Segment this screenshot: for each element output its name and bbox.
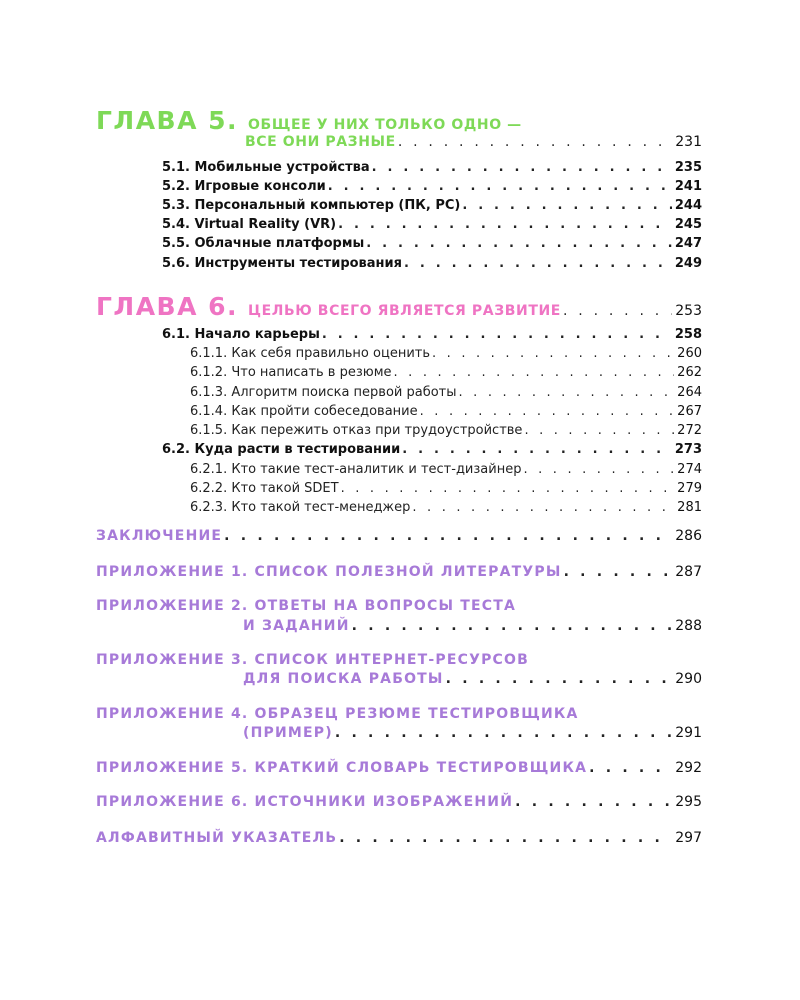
appendix-4-entry[interactable] (243, 725, 702, 741)
dot-leader (432, 346, 674, 361)
toc-entry-page: 247 (674, 236, 702, 251)
toc-entry-title: 5.3. Персональный компьютер (ПК, PC) (162, 198, 461, 213)
index-page: 297 (675, 830, 702, 846)
appendix-3-entry[interactable] (243, 671, 702, 687)
chapter-6-title: ЦЕЛЬЮ ВСЕГО ЯВЛЯЕТСЯ РАЗВИТИЕ (248, 303, 561, 319)
toc-entry[interactable] (190, 346, 702, 361)
dot-leader (339, 830, 672, 846)
toc-entry[interactable] (190, 404, 702, 419)
appendix-3-title-line2: ДЛЯ ПОИСКА РАБОТЫ (243, 671, 444, 687)
chapter-5-title-line1: ОБЩЕЕ У НИХ ТОЛЬКО ОДНО — (248, 117, 522, 133)
dot-leader (338, 217, 672, 232)
toc-entry-page: 260 (677, 346, 702, 361)
dot-leader (589, 760, 672, 776)
appendix-4-title-line1[interactable]: ПРИЛОЖЕНИЕ 4. ОБРАЗЕЦ РЕЗЮМЕ ТЕСТИРОВЩИКА (96, 706, 579, 722)
appendix-2-title-line2: И ЗАДАНИЙ (243, 618, 350, 634)
dot-leader (366, 236, 672, 251)
appendix-5-entry[interactable] (96, 760, 702, 776)
appendix-6-entry[interactable] (96, 794, 702, 810)
toc-entry-page: 262 (677, 365, 702, 380)
toc-entry[interactable] (190, 423, 702, 438)
appendix-3-page: 290 (675, 671, 702, 687)
dot-leader (352, 618, 673, 634)
dot-leader (524, 423, 674, 438)
toc-entry[interactable] (190, 462, 702, 477)
appendix-2-page: 288 (675, 618, 702, 634)
toc-entry[interactable] (190, 481, 702, 496)
dot-leader (563, 303, 672, 319)
toc-entry[interactable] (162, 236, 702, 251)
toc-entry-page: 249 (674, 256, 702, 271)
conclusion-page: 286 (675, 528, 702, 544)
dot-leader (402, 442, 672, 457)
chapter-5-heading[interactable] (96, 106, 702, 135)
index-title: АЛФАВИТНЫЙ УКАЗАТЕЛЬ (96, 830, 338, 846)
toc-entry-page: 258 (674, 327, 702, 342)
appendix-1-page: 287 (675, 564, 702, 580)
conclusion-title: ЗАКЛЮЧЕНИЕ (96, 528, 223, 544)
toc-entry[interactable] (190, 365, 702, 380)
dot-leader (420, 404, 675, 419)
dot-leader (335, 725, 672, 741)
dot-leader (328, 179, 672, 194)
dot-leader (523, 462, 674, 477)
chapter-6-heading[interactable] (96, 292, 702, 321)
toc-entry-page: 274 (677, 462, 702, 477)
toc-entry[interactable] (162, 256, 702, 271)
appendix-1-entry[interactable] (96, 564, 702, 580)
dot-leader (412, 500, 674, 515)
appendix-2-title-line1[interactable]: ПРИЛОЖЕНИЕ 2. ОТВЕТЫ НА ВОПРОСЫ ТЕСТА (96, 598, 517, 614)
chapter-6-page: 253 (675, 303, 702, 319)
toc-entry[interactable] (162, 217, 702, 232)
toc-entry[interactable] (190, 500, 702, 515)
toc-entry-title: 5.4. Virtual Reality (VR) (162, 217, 337, 232)
toc-entry[interactable] (162, 198, 702, 213)
appendix-2-entry[interactable] (243, 618, 702, 634)
toc-entry-title: 6.2.2. Кто такой SDET (190, 481, 339, 496)
toc-entry-page: 272 (677, 423, 702, 438)
toc-entry-title: 6.1.4. Как пройти собеседование (190, 404, 418, 419)
toc-entry-title: 6.1. Начало карьеры (162, 327, 320, 342)
toc-entry-title: 5.5. Облачные платформы (162, 236, 365, 251)
toc-entry-title: 5.2. Игровые консоли (162, 179, 326, 194)
toc-entry-title: 6.2.3. Кто такой тест-менеджер (190, 500, 411, 515)
toc-entry-page: 273 (674, 442, 702, 457)
toc-entry-title: 5.1. Мобильные устройства (162, 160, 370, 175)
toc-entry-page: 264 (677, 385, 702, 400)
appendix-5-page: 292 (675, 760, 702, 776)
dot-leader (446, 671, 673, 687)
chapter-5-page: 231 (675, 134, 702, 150)
toc-entry-page: 267 (677, 404, 702, 419)
appendix-3-title-line1[interactable]: ПРИЛОЖЕНИЕ 3. СПИСОК ИНТЕРНЕТ-РЕСУРСОВ (96, 652, 529, 668)
toc-entry-page: 281 (677, 500, 702, 515)
toc-entry-page: 245 (674, 217, 702, 232)
toc-entry[interactable] (162, 179, 702, 194)
toc-entry-title: 6.2. Куда расти в тестировании (162, 442, 401, 457)
dot-leader (459, 385, 675, 400)
toc-entry-title: 6.2.1. Кто такие тест-аналитик и тест-дизайнер (190, 462, 522, 477)
toc-entry[interactable] (162, 160, 702, 175)
dot-leader (341, 481, 675, 496)
appendix-4-page: 291 (675, 725, 702, 741)
toc-entry-page: 235 (674, 160, 702, 175)
appendix-6-page: 295 (675, 794, 702, 810)
appendix-6-title: ПРИЛОЖЕНИЕ 6. ИСТОЧНИКИ ИЗОБРАЖЕНИЙ (96, 794, 514, 810)
toc-entry-title: 5.6. Инструменты тестирования (162, 256, 402, 271)
appendix-4-title-line2: (ПРИМЕР) (243, 725, 333, 741)
chapter-5-heading-line2[interactable] (245, 134, 702, 150)
appendix-1-title: ПРИЛОЖЕНИЕ 1. СПИСОК ПОЛЕЗНОЙ ЛИТЕРАТУРЫ (96, 564, 562, 580)
dot-leader (515, 794, 672, 810)
dot-leader (322, 327, 672, 342)
toc-entry-title: 6.1.5. Как пережить отказ при трудоустройстве (190, 423, 523, 438)
toc-entry-title: 6.1.3. Алгоритм поиска первой работы (190, 385, 457, 400)
dot-leader (372, 160, 672, 175)
toc-entry[interactable] (190, 385, 702, 400)
dot-leader (394, 365, 675, 380)
chapter-5-title-line2: ВСЕ ОНИ РАЗНЫЕ (245, 134, 396, 150)
toc-entry[interactable] (162, 442, 702, 457)
chapter-6-label: ГЛАВА 6. (96, 292, 239, 321)
dot-leader (224, 528, 662, 544)
toc-entry[interactable] (162, 327, 702, 342)
dot-leader (404, 256, 672, 271)
appendix-5-title: ПРИЛОЖЕНИЕ 5. КРАТКИЙ СЛОВАРЬ ТЕСТИРОВЩИКА (96, 760, 588, 776)
conclusion-entry[interactable] (96, 528, 702, 544)
toc-entry-page: 244 (674, 198, 702, 213)
toc-entry-title: 6.1.1. Как себя правильно оценить (190, 346, 431, 361)
toc-entry-title: 6.1.2. Что написать в резюме (190, 365, 392, 380)
toc-entry-page: 241 (674, 179, 702, 194)
dot-leader (462, 198, 672, 213)
index-entry[interactable] (96, 830, 702, 846)
dot-leader (398, 134, 672, 150)
chapter-5-label: ГЛАВА 5. (96, 106, 239, 135)
dot-leader (564, 564, 673, 580)
toc-entry-page: 279 (677, 481, 702, 496)
